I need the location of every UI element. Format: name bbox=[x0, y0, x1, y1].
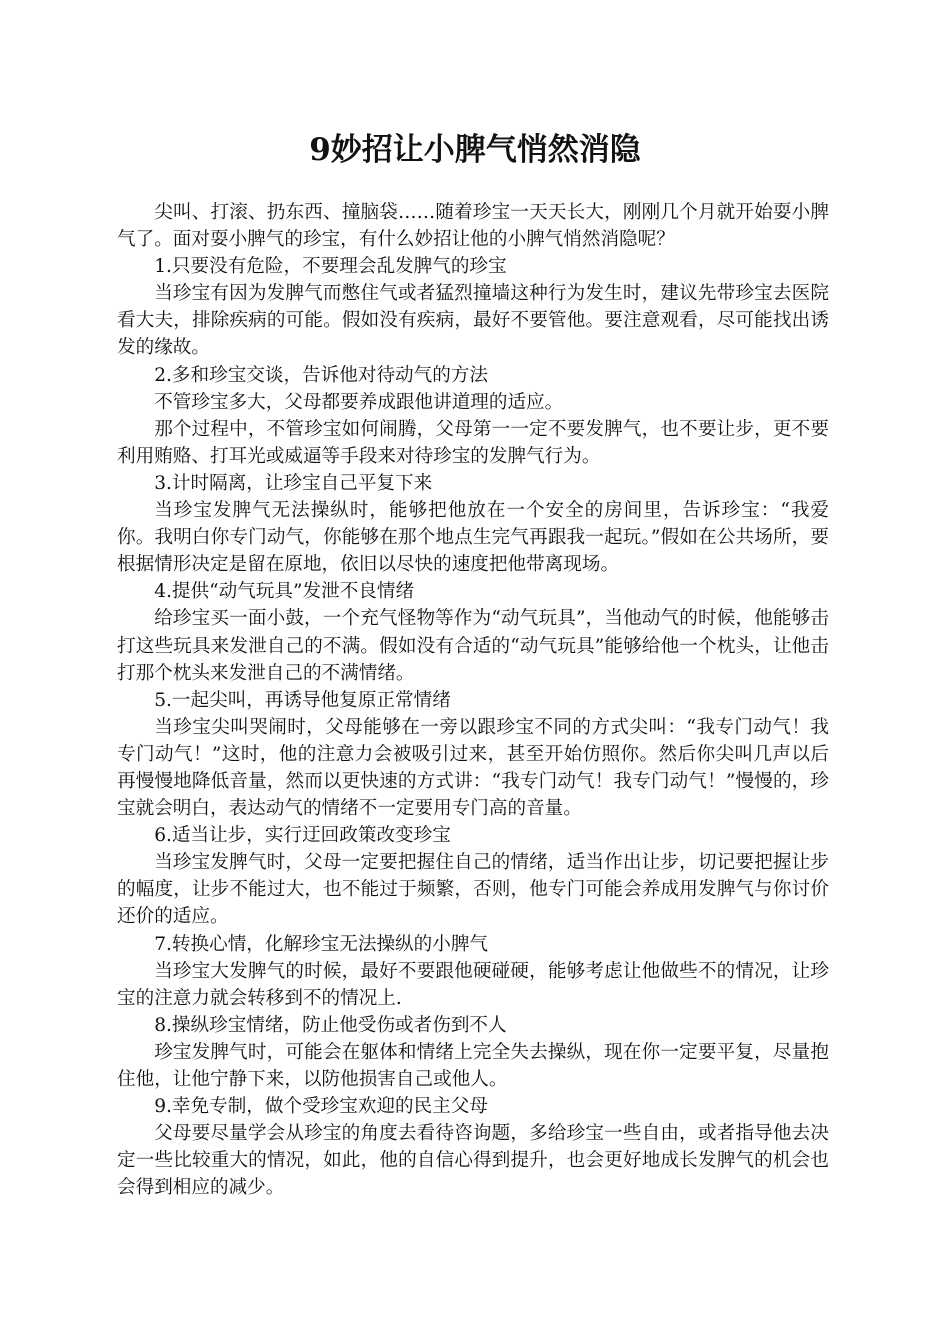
body-paragraph: 当珍宝发脾气无法操纵时，能够把他放在一个安全的房间里，告诉珍宝：“我爱你。我明白你专门动气，你能够在那个地点生完气再跟我一起玩。”假如在公共场所，要根据情形决定是留在原地，依旧以尽快的速度把他带离现场。 bbox=[117, 500, 829, 576]
tip-heading-1: 1.只要没有危险，不要理会乱发脾气的珍宝 bbox=[154, 256, 507, 278]
body-paragraph: 当珍宝尖叫哭闹时，父母能够在一旁以跟珍宝不同的方式尖叫：“我专门动气！我专门动气！”这时，他的注意力会被吸引过来，甚至开始仿照你。然后你尖叫几声以后再慢慢地降低音量，然而以更快速的方式讲：“我专门动气！我专门动气！”慢慢的，珍宝就会明白，表达动气的情绪不一定要用专门高的音量。 bbox=[117, 716, 829, 820]
tip-heading-5: 5.一起尖叫，再诱导他复原正常情绪 bbox=[154, 689, 451, 711]
body-paragraph: 给珍宝买一面小鼓，一个充气怪物等作为“动气玩具”，当他动气的时候，他能够击打这些玩具来发泄自己的不满。假如没有合适的“动气玩具”能够给他一个枕头，让他击打那个枕头来发泄自己的不满情绪。 bbox=[117, 608, 829, 684]
tip-heading-7: 7.转换心情，化解珍宝无法操纵的小脾气 bbox=[154, 933, 489, 955]
tip-heading-3: 3.计时隔离，让珍宝自己平复下来 bbox=[154, 472, 433, 494]
document-body bbox=[117, 199, 829, 1201]
tip-heading-2: 2.多和珍宝交谈，告诉他对待动气的方法 bbox=[154, 364, 489, 386]
intro-paragraph: 尖叫、打滚、扔东西、撞脑袋……随着珍宝一天天长大，刚刚几个月就开始耍小脾气了。面对耍小脾气的珍宝，有什么妙招让他的小脾气悄然消隐呢？ bbox=[117, 202, 829, 251]
body-paragraph: 父母要尽量学会从珍宝的角度去看待咨询题，多给珍宝一些自由，或者指导他去决定一些比较重大的情况，如此，他的自信心得到提升，也会更好地成长发脾气的机会也会得到相应的减少。 bbox=[117, 1123, 829, 1199]
document-title: 9妙招让小脾气悄然消隐 bbox=[309, 132, 641, 168]
tip-heading-4: 4.提供“动气玩具”发泄不良情绪 bbox=[154, 581, 415, 603]
body-paragraph: 那个过程中，不管珍宝如何闹腾，父母第一一定不要发脾气，也不要让步，更不要利用贿赂、打耳光或威逼等手段来对待珍宝的发脾气行为。 bbox=[117, 418, 829, 467]
tip-heading-6: 6.适当让步，实行迂回政策改变珍宝 bbox=[154, 825, 451, 847]
body-paragraph: 珍宝发脾气时，可能会在躯体和情绪上完全失去操纵，现在你一定要平复，尽量抱住他，让他宁静下来，以防他损害自己或他人。 bbox=[117, 1041, 829, 1090]
body-paragraph: 当珍宝大发脾气的时候，最好不要跟他硬碰硬，能够考虑让他做些不的情况，让珍宝的注意力就会转移到不的情况上. bbox=[117, 960, 829, 1009]
tip-heading-8: 8.操纵珍宝情绪，防止他受伤或者伤到不人 bbox=[154, 1014, 507, 1036]
body-paragraph: 当珍宝有因为发脾气而憋住气或者猛烈撞墙这种行为发生时，建议先带珍宝去医院看大夫，排除疾病的可能。假如没有疾病，最好不要管他。要注意观看，尽可能找出诱发的缘故。 bbox=[117, 283, 829, 359]
tip-heading-9: 9.幸免专制，做个受珍宝欢迎的民主父母 bbox=[154, 1096, 489, 1118]
body-paragraph: 当珍宝发脾气时，父母一定要把握住自己的情绪，适当作出让步，切记要把握让步的幅度，让步不能过大，也不能过于频繁，否则，他专门可能会养成用发脾气与你讨价还价的适应。 bbox=[117, 852, 829, 928]
body-paragraph: 不管珍宝多大，父母都要养成跟他讲道理的适应。 bbox=[154, 391, 564, 413]
